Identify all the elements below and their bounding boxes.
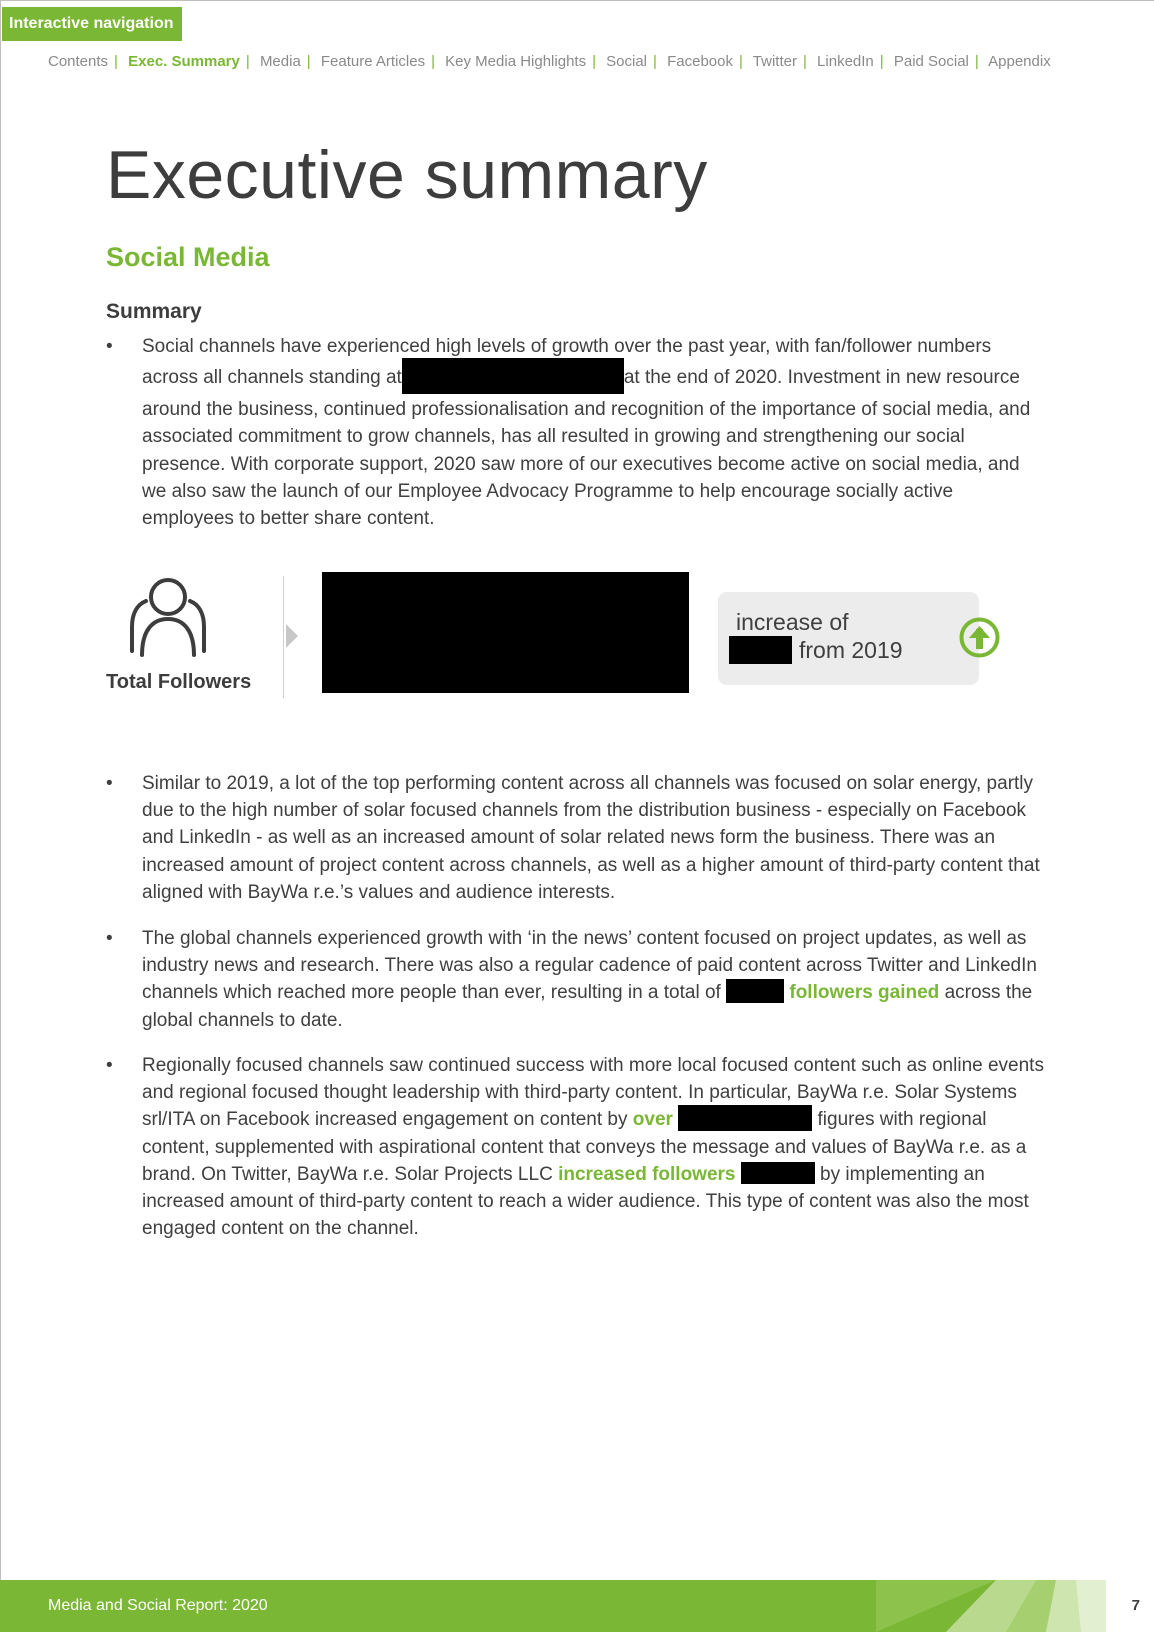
redacted-block xyxy=(402,358,624,394)
arrow-up-circle-icon xyxy=(959,617,1000,658)
highlight-text: increased followers xyxy=(558,1163,736,1185)
bullet: • xyxy=(106,336,113,357)
nav-separator: | xyxy=(738,53,743,70)
nav-separator: | xyxy=(306,53,311,70)
nav-separator: | xyxy=(879,53,884,70)
footer xyxy=(0,1580,1154,1632)
nav-linkedin[interactable]: LinkedIn xyxy=(817,53,874,70)
divider xyxy=(283,576,284,698)
nav-separator: | xyxy=(653,53,657,70)
nav-separator: | xyxy=(592,53,596,70)
top-navigation xyxy=(48,53,1051,70)
highlight-text: followers gained xyxy=(789,982,940,1004)
paragraph-segment: at the end of 2020. Investment in new resource around the business, continued professionalisation and recognition of the importance of social media, and associated commitment to grow channels, has all resulted in growing and strengthening our social presence. With corporate support, 2020 saw more of our executives become active on social media, and we also saw the launch of our Employee Advocacy Programme to help encourage socially active employees to better share content. xyxy=(142,367,1031,530)
paragraph-segment: Regionally focused channels saw continued success with more local focused content such as online events and regional focused thought leadership with third-party content. In particular, BayWa r.e. Solar Systems srl/ITA on Facebook increased engagement on content by xyxy=(142,1055,1044,1131)
page-number: 7 xyxy=(1131,1597,1140,1614)
paragraph-text xyxy=(142,333,1046,532)
paragraph-text xyxy=(142,925,1046,1034)
redacted-increase-value xyxy=(729,636,792,664)
nav-social[interactable]: Social xyxy=(606,53,648,70)
nav-exec-summary[interactable]: Exec. Summary xyxy=(128,53,240,70)
paragraph-text: Similar to 2019, a lot of the top performing content across all channels was focused on solar energy, partly due to the high number of solar focused channels from the distribution business - especially on Facebook and LinkedIn - as well as an increased amount of solar related news form the business. There was an increased amount of project content across channels, as well as a higher amount of third-party content that aligned with BayWa r.e.’s values and audience interests. xyxy=(142,773,1040,903)
paragraph-segment: The global channels experienced growth with ‘in the news’ content focused on project updates, as well as industry news and research. There was also a regular cadence of paid content across Twitter and LinkedIn channels which reached more people than ever, resulting in a total of xyxy=(142,928,1037,1004)
nav-media[interactable]: Media xyxy=(259,53,301,70)
footer-decoration xyxy=(876,1580,1106,1632)
redacted-block xyxy=(741,1162,815,1184)
increase-line-2-text: from 2019 xyxy=(799,637,903,663)
increase-line-2 xyxy=(736,636,903,664)
nav-paid-social[interactable]: Paid Social xyxy=(893,53,969,70)
increase-text xyxy=(736,608,903,664)
redacted-block xyxy=(726,979,784,1003)
increase-line-1: increase of xyxy=(736,609,849,635)
pointer-arrow-icon xyxy=(286,624,298,648)
page-title: Executive summary xyxy=(106,137,708,213)
summary-paragraph-3 xyxy=(106,925,1046,1034)
summary-paragraph-1 xyxy=(106,333,1046,532)
paragraph-segment: across the global channels to date. xyxy=(142,982,1033,1031)
nav-separator: | xyxy=(114,53,118,70)
paragraph-segment: figures with regional content, supplemented with aspirational content that conveys the message and values of BayWa r.e. as a brand. On Twitter, BayWa r.e. Solar Projects LLC xyxy=(142,1109,1027,1185)
bullet: • xyxy=(106,1055,113,1076)
increase-box xyxy=(718,592,979,685)
interactive-navigation-badge: Interactive navigation xyxy=(2,7,182,41)
people-icon xyxy=(128,575,208,657)
nav-separator: | xyxy=(245,53,250,70)
total-followers-label: Total Followers xyxy=(106,671,252,693)
paragraph-text xyxy=(142,1052,1046,1242)
nav-feature-articles[interactable]: Feature Articles xyxy=(320,53,426,70)
nav-facebook[interactable]: Facebook xyxy=(667,53,733,70)
summary-paragraph-2 xyxy=(106,770,1046,906)
nav-key-media-highlights[interactable]: Key Media Highlights xyxy=(445,53,587,70)
redacted-block xyxy=(678,1105,812,1131)
section-title: Social Media xyxy=(106,242,270,272)
bullet: • xyxy=(106,773,113,794)
bullet: • xyxy=(106,928,113,949)
redacted-total-value xyxy=(322,572,689,693)
footer-title: Media and Social Report: 2020 xyxy=(48,1597,268,1614)
nav-separator: | xyxy=(431,53,435,70)
nav-contents[interactable]: Contents xyxy=(48,53,109,70)
highlight-text: over xyxy=(632,1109,673,1131)
subsection-title: Summary xyxy=(106,300,202,323)
nav-appendix[interactable]: Appendix xyxy=(988,53,1051,70)
nav-separator: | xyxy=(802,53,807,70)
nav-twitter[interactable]: Twitter xyxy=(752,53,797,70)
nav-separator: | xyxy=(974,53,979,70)
paragraph-segment: Social channels have experienced high levels of growth over the past year, with fan/follower numbers across all channels standing at xyxy=(142,336,992,389)
total-followers-stat xyxy=(106,572,1006,702)
summary-paragraph-4 xyxy=(106,1052,1046,1242)
paragraph-segment: by implementing an increased amount of third-party content to reach a wider audience. This type of content was also the most engaged content on the channel. xyxy=(142,1163,1029,1240)
